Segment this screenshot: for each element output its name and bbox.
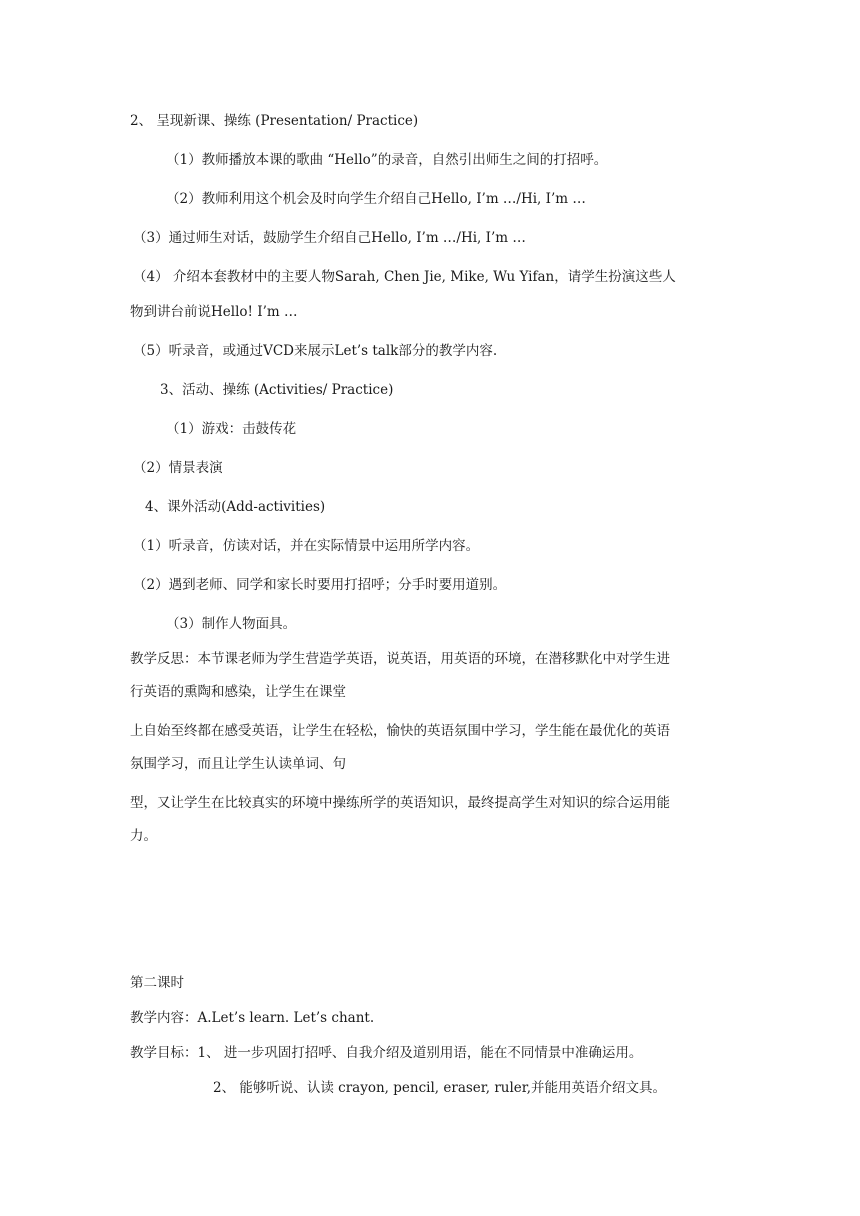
lesson-title: 第二课时 <box>130 975 184 991</box>
paragraph-line: （3）通过师生对话，鼓励学生介绍自己Hello, I’m …/Hi, I’m … <box>133 230 526 246</box>
lesson-objective-line: 教学目标：1、 进一步巩固打招呼、自我介绍及道别用语，能在不同情景中准确运用。 <box>130 1045 643 1061</box>
reflection-line: 教学反思：本节课老师为学生营造学英语，说英语，用英语的环境，在潜移默化中对学生进 <box>130 651 670 667</box>
reflection-line: 行英语的熏陶和感染，让学生在课堂 <box>130 684 346 700</box>
paragraph-line: （4） 介绍本套教材中的主要人物Sarah, Chen Jie, Mike, Wu Yifan，请学生扮演这些人 <box>133 269 676 285</box>
paragraph-line: （1）听录音，仿读对话，并在实际情景中运用所学内容。 <box>133 538 480 554</box>
paragraph-line: （2）遇到老师、同学和家长时要用打招呼；分手时要用道别。 <box>133 577 507 593</box>
reflection-line: 力。 <box>130 828 157 844</box>
lesson-objective-line: 2、 能够听说、认读 crayon, pencil, eraser, ruler,并能用英语介绍文具。 <box>213 1080 667 1096</box>
paragraph-line: （2）教师利用这个机会及时向学生介绍自己Hello, I’m …/Hi, I’m … <box>166 191 586 207</box>
paragraph-line: （3）制作人物面具。 <box>166 616 297 632</box>
section-heading-add-activities: 4、课外活动(Add-activities) <box>145 499 326 515</box>
paragraph-line: 物到讲台前说Hello! I’m … <box>130 304 298 320</box>
paragraph-line: （1）游戏：击鼓传花 <box>166 421 297 437</box>
reflection-line: 上自始至终都在感受英语，让学生在轻松，愉快的英语氛围中学习，学生能在最优化的英语 <box>130 723 670 739</box>
lesson-content-line: 教学内容：A.Let’s learn. Let’s chant. <box>130 1010 375 1026</box>
paragraph-line: （2）情景表演 <box>133 460 223 476</box>
section-heading-presentation: 2、 呈现新课、操练 (Presentation/ Practice) <box>130 113 419 129</box>
section-heading-activities: 3、活动、操练 (Activities/ Practice) <box>160 382 394 398</box>
paragraph-line: （1）教师播放本课的歌曲 “Hello”的录音，自然引出师生之间的打招呼。 <box>166 152 608 168</box>
reflection-line: 氛围学习，而且让学生认读单词、句 <box>130 756 346 772</box>
reflection-line: 型，又让学生在比较真实的环境中操练所学的英语知识，最终提高学生对知识的综合运用能 <box>130 795 670 811</box>
paragraph-line: （5）听录音，或通过VCD来展示Let’s talk部分的教学内容. <box>133 343 498 359</box>
